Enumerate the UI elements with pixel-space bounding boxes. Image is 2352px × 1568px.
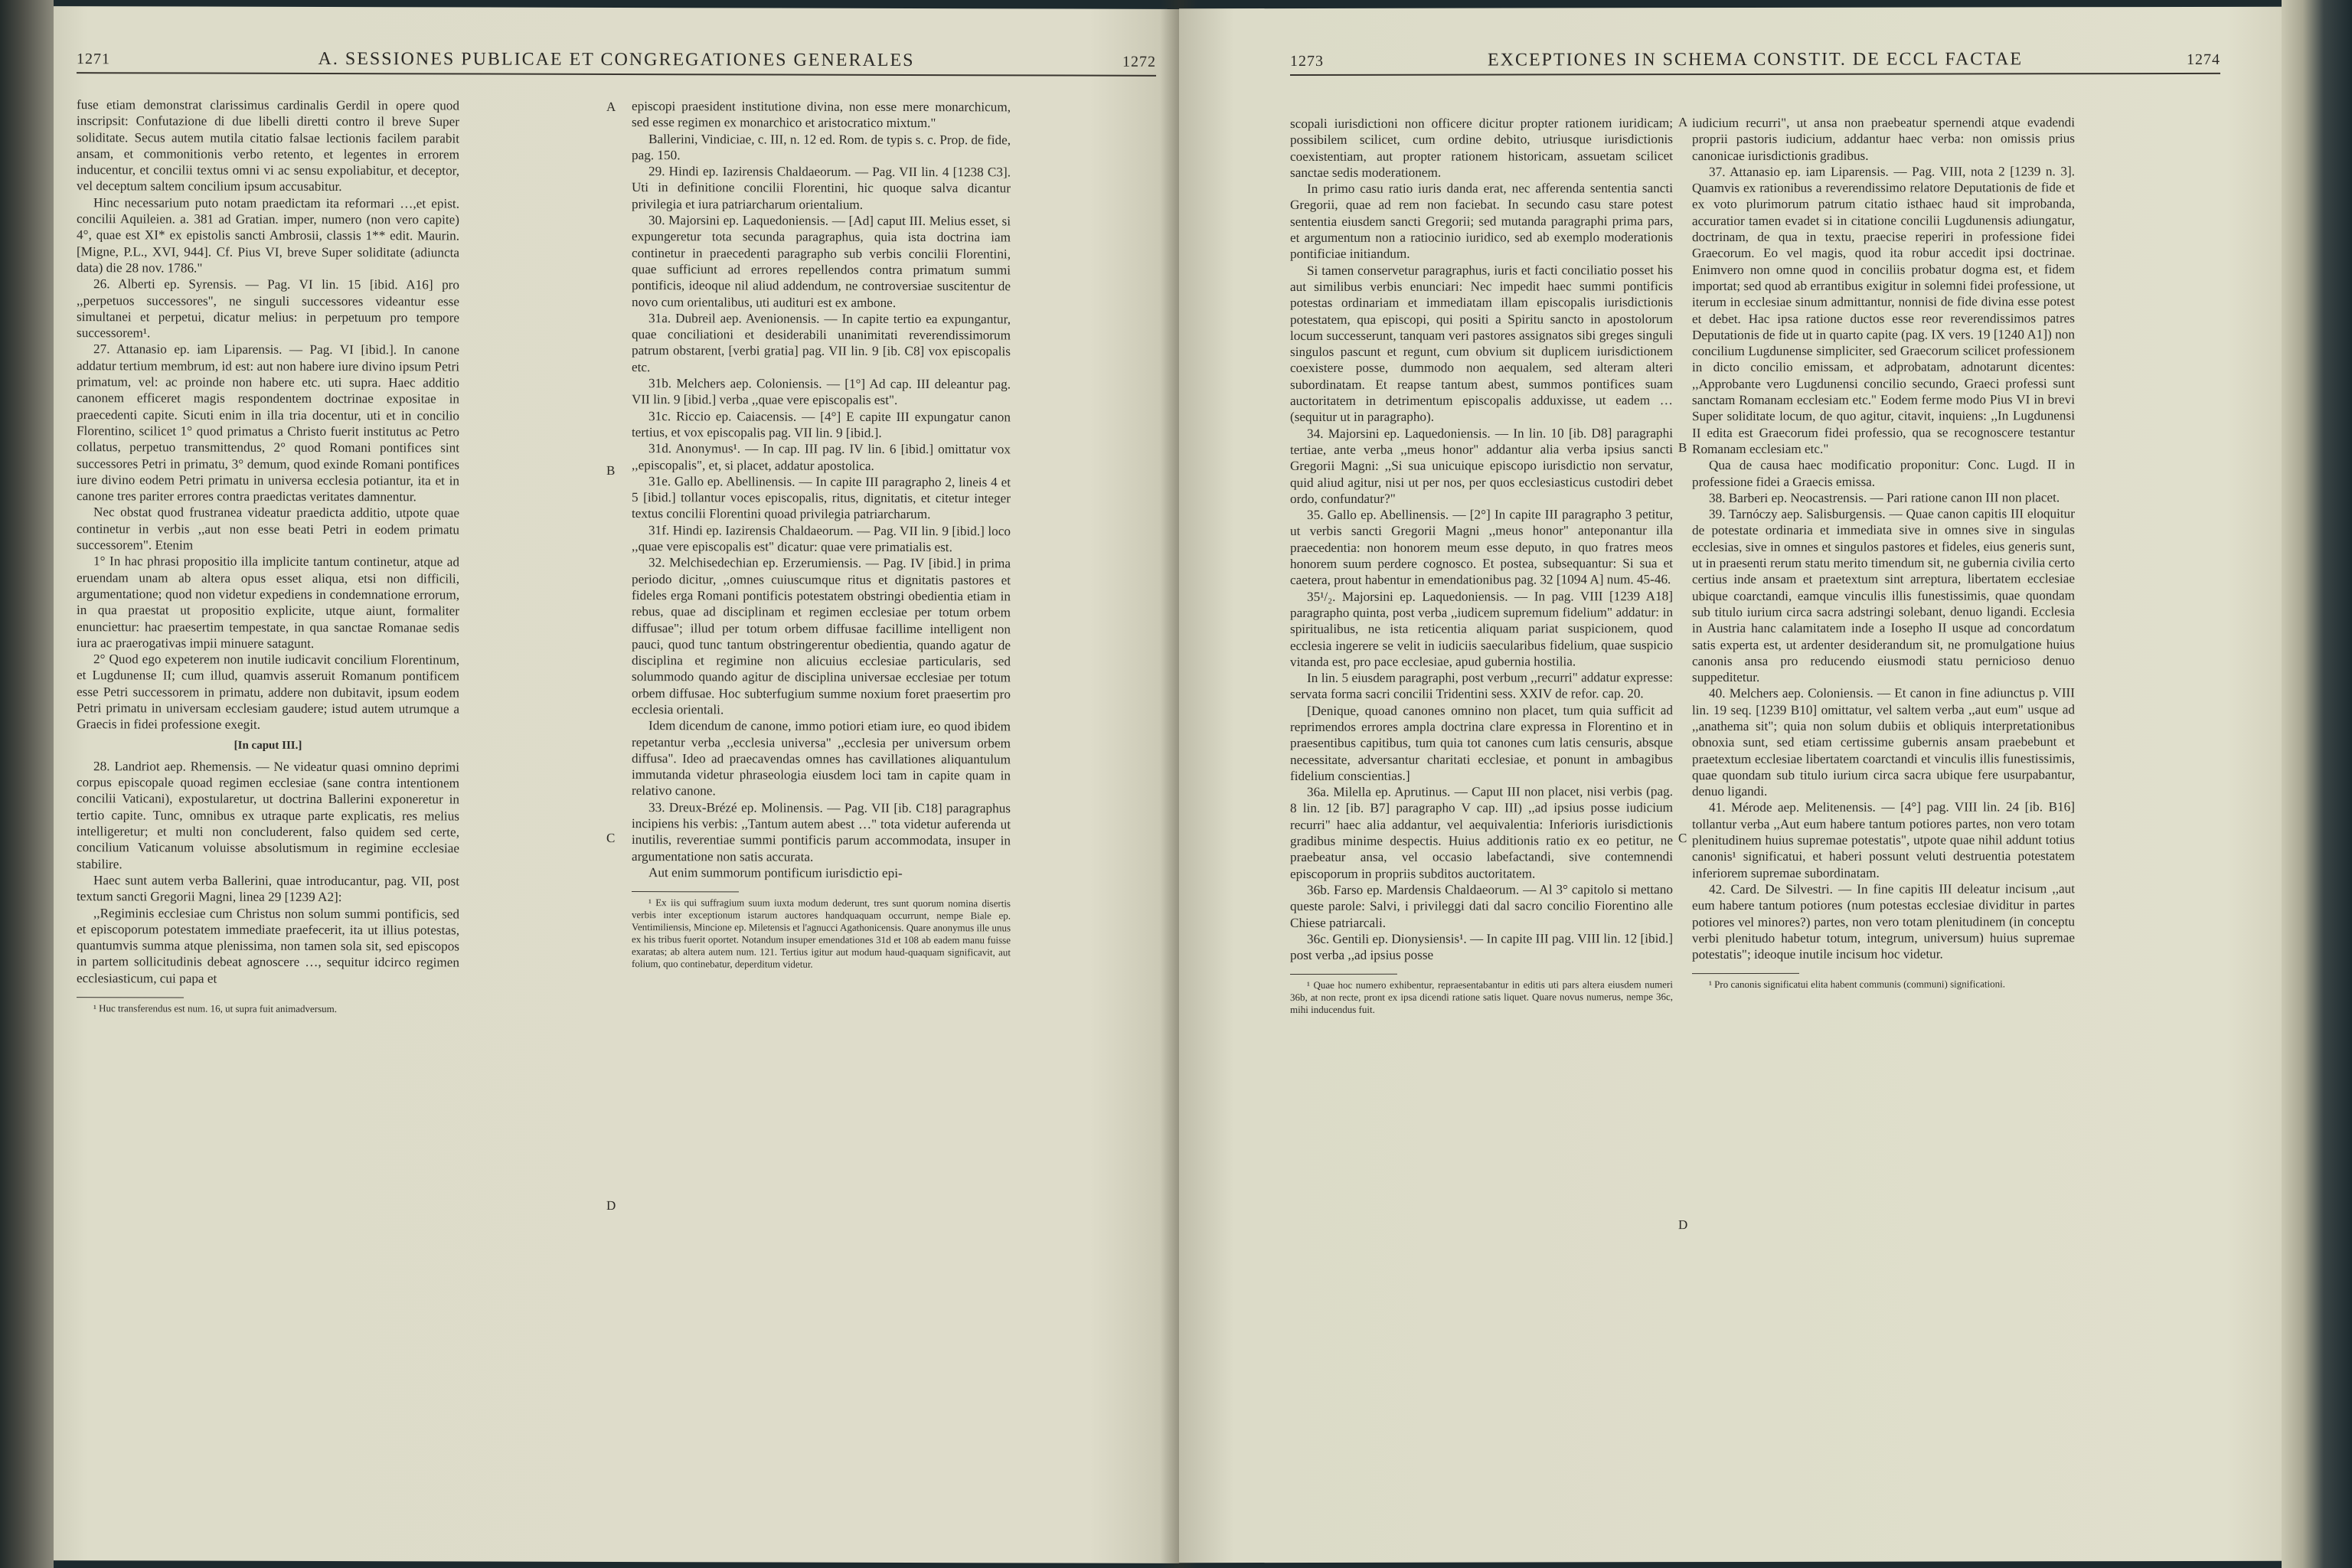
footnote: ¹ Quae hoc numero exhibentur, repraesentabantur in editis uti pars altera eiusdem numeri 36b, at non recte, pront ex ipsa dicendi ratione satis liquet. Quare novus numerus, nempe 36c, mihi inducendus fuit.: [1290, 978, 1673, 1016]
footnote-rule: [1692, 973, 1799, 974]
paragraph: 42. Card. De Silvestri. — In fine capitis III deleatur incisum ,,aut eum habere tantum potiores (num potestas ecclesiae dividitur in partes potiores vel minores?) partes, non vero totam plenitudinem (in conceptu verbi plenitudo habetur totum, integrum, universum) huius supremae potestatis"; ideoque inutile incisum hoc videtur.: [1692, 881, 2075, 962]
paragraph: 30. Majorsini ep. Laquedoniensis. — [Ad] caput III. Melius esset, si expungeretur tota secunda paragraphus, quia ista doctrina iam continetur in praecedenti paragrapho sub verbis concilii Florentini, quae sufficiunt ad errores repellendos contra primatum summi pontificis, ideoque nil aliud addendum, ne controversiae suscitentur de novo cum orientalibus, uti audituri est ex ambone.: [632, 213, 1011, 310]
margin-marker-b-right: B: [1678, 440, 1687, 456]
paragraph: 31f. Hindi ep. Iazirensis Chaldaeorum. — Pag. VII lin. 9 [ibid.] loco ,,quae vere episcopalis est" dicatur: quae vere primatialis est.: [632, 522, 1011, 555]
paragraph: Aut enim summorum pontificum iurisdictio epi-: [648, 865, 903, 880]
paragraph: Qua de causa haec modificatio proponitur: Conc. Lugd. II in professione fidei a Graecis emissa.: [1692, 457, 2075, 489]
paragraph: Ballerini, Vindiciae, c. III, n. 12 ed. Rom. de typis s. c. Prop. de fide, pag. 150.: [632, 131, 1011, 163]
margin-marker-a-left: A: [606, 99, 616, 114]
paragraph: 41. Mérode aep. Melitenensis. — [4°] pag. VIII lin. 24 [ib. B16] tollantur verba ,,Aut eum habere tantum potiores partes, non vero totam plenitudinem huius supremae potestatis", utpote quae nihil addunt totius canonis¹ significatui, et haberi possunt veluti destruentia potestatem inferiorem supremae subordinatam.: [1692, 799, 2075, 880]
left-page-header: [77, 48, 1156, 72]
paragraph: iudicium recurri", ut ansa non praebeatur spernendi atque evadendi proprii pastoris iudicium, addantur haec verba: non omissis prius canonicae iurisdictionis gradibus.: [1692, 115, 2075, 163]
running-title-left: A. SESSIONES PUBLICAE ET CONGREGATIONES GENERALES: [318, 48, 915, 71]
paragraph: Hinc necessarium puto notam praedictam ita reformari …,et epist. concilii Aquileien. a. 381 ad Gratian. imper, numero (non vero capite) 4°, quae est XI* ex epistolis sancti Ambrosii, classis 1** edit. Maurin. [Migne, P.L., XVI, 944]. Cf. Pius VI, breve Super soliditate (adiuncta data) die 28 nov. 1786.": [77, 194, 459, 276]
margin-marker-a-right: A: [1678, 115, 1688, 130]
paragraph: 36a. Milella ep. Aprutinus. — Caput III non placet, nisi verbis (pag. 8 lin. 12 [ib. B7] paragrapho V cap. III) ,,ad ipsius posse iudicium recurri" haec alia addantur, vel aequivalentia: Inferioris iurisdictionis gradibus minime despectis. Huius additionis ratio ex eo petitur, ne praebeatur ansa, vel occasio labefactandi, sive contemnendi episcoporum in propriis subditos auctoritatem.: [1290, 784, 1673, 881]
left-page: [54, 6, 1179, 1563]
column-1272: [632, 98, 1011, 972]
paragraph: 26. Alberti ep. Syrensis. — Pag. VI lin. 15 [ibid. A16] pro ,,perpetuos successores", ne singuli successores videantur esse simultanei et perpetui, dicatur melius: in perpetuum pro tempore successorem¹.: [77, 276, 459, 341]
paragraph: [Denique, quoad canones omnino non placet, tum quia sufficit ad reprimendos errores ampla doctrina clare expressa in Florentino et in praesentibus capitibus, tum quia tot canones cum latis censuris, absque necessitate, adversantur charitati ecclesiae, et ponunt in ambagibus fidelium conscientias.]: [1290, 702, 1673, 783]
footnote: ¹ Huc transferendus est num. 16, ut supra fuit animadversum.: [93, 1002, 337, 1015]
page-number-1274: 1274: [2186, 51, 2220, 68]
paragraph: 31d. Anonymus¹. — In cap. III pag. IV lin. 6 [ibid.] omittatur vox ,,episcopalis", et, si placet, addatur apostolica.: [632, 441, 1011, 473]
paragraph: Haec sunt autem verba Ballerini, quae introducantur, pag. VII, post textum sancti Gregorii Magni, linea 29 [1239 A2]:: [77, 873, 459, 905]
footnote-rule: [1290, 974, 1397, 975]
paragraph: Nec obstat quod frustranea videatur praedicta additio, utpote quae continetur in verbis ,,aut non esse beati Petri in eodem primatu successorem". Etenim: [77, 505, 459, 553]
paragraph: 29. Hindi ep. Iazirensis Chaldaeorum. — Pag. VII lin. 4 [1238 C3]. Uti in definitione concilii Florentini, hic quoque salva dicantur privilegia et iura patriarcharum orientalium.: [632, 164, 1011, 212]
margin-marker-d-left: D: [606, 1197, 616, 1213]
paragraph: In lin. 5 eiusdem paragraphi, post verbum ,,recurri" addatur expresse: servata forma sacri concilii Tridentini sess. XXIV de refor. cap. 20.: [1290, 670, 1673, 702]
footnote: ¹ Pro canonis significatui elita habent communis (communi) significationi.: [1709, 978, 2005, 991]
footnote-rule: [77, 997, 184, 998]
book-right-edge: [2282, 0, 2352, 1568]
paragraph: 35. Gallo ep. Abellinensis. — [2°] In capite III paragrapho 3 petitur, ut verbis sancti Gregorii Magni ,,meus honor" anteponantur illa praecedentia: non honorem meum esse deputo, in quo fratres meos honorem suum perdere cognosco. Et postea, subsequantur: Si sua et caetera, prout habentur in emendationibus pag. 32 [1094 A] num. 45-46.: [1290, 507, 1673, 588]
paragraph: 2° Quod ego expeterem non inutile iudicavit concilium Florentinum, et Lugdunense II; cum illud, quamvis asseruit Romanum pontificem esse Petri successorem in primatu, addere non dubitavit, ipsum eodem Petri primatu in universam ecclesiam gaudere; istud autem utrumque a Graecis in fidei professione exegit.: [77, 652, 459, 733]
column-1271: [77, 96, 459, 1015]
margin-marker-c-right: C: [1678, 831, 1687, 846]
paragraph: 36c. Gentili ep. Dionysiensis¹. — In capite III pag. VIII lin. 12 [ibid.] post verba ,,ad ipsius posse: [1290, 930, 1673, 963]
right-page-header: [1290, 49, 2220, 71]
column-1274: [1692, 114, 2075, 991]
running-title-right: EXCEPTIONES IN SCHEMA CONSTIT. DE ECCL FACTAE: [1488, 49, 2023, 70]
paragraph: 1° In hac phrasi propositio illa implicite tantum continetur, atque ad eruendam unam ab altera opus esset aliqua, etsi non difficili, argumentatione; quod non videtur expediens in condemnatione errorum, in qua praestat ut propositio explicite, utque aiunt, formaliter enunciettur: hac praesertim tempestate, in qua sanctae Romanae sedis iura ac praerogativas impii minuere satagunt.: [77, 554, 459, 651]
paragraph: scopali iurisdictioni non officere dicitur propter rationem iuridicam; possibilem scilicet, cum ordine debito, utriusque iurisdictionis coexistentiam, aut propter rationem historicam, assuetam scilicet sanctae sedis moderationem.: [1290, 116, 1673, 180]
paragraph: 40. Melchers aep. Coloniensis. — Et canon in fine adiunctus p. VIII lin. 19 seq. [1239 B10] omittatur, vel saltem verba ,,aut eum" usque ad ,,anathema sit"; quia non solum dubiis et obliquis interpretationibus obnoxia sunt, sed etiam certissime gubernis ansam praebebunt et praetextum ecclesiae libertatem coarctandi et vinculis illis funestissimis, quae quondam sub titulo iurium circa sacra ubique fere usurpabantur, denuo ligandi.: [1692, 685, 2075, 799]
paragraph: 35¹/₂. Majorsini ep. Laquedoniensis. — In pag. VIII [1239 A18] paragrapho quinta, post verba ,,iudicem supremum fidelium" addatur: in spiritualibus, ne ista reticentia aliquam pariat suspicionem, quod ecclesia ingerere se velit in iudiciis saecularibus fidelium, quae suspicio vitanda est, pro pace ecclesiae, apud gubernia hostilia.: [1290, 588, 1673, 669]
page-number-1271: 1271: [77, 51, 110, 68]
header-rule-right: [1290, 73, 2220, 76]
footnote: ¹ Ex iis qui suffragium suum iuxta modum dederunt, tres sunt quorum nomina disertis verbis inter exceptionum istarum auctores handquaquam occurrunt, nempe Biale ep. Ventimiliensis, Mincione ep. Miletensis et l'agnucci Agathonicensis. Quare anonymus ille unus ex his tribus fuerit oportet. Notandum insuper emendationes 31d et 108 ab eadem manu fuisse exaratas; ab altera autem num. 121. Tertius igitur aut modum haud-quaquam significavit, aut folium, quo continebatur, deperditum videtur.: [632, 897, 1011, 970]
book-left-edge: [0, 0, 54, 1568]
paragraph: 33. Dreux-Brézé ep. Molinensis. — Pag. VII [ib. C18] paragraphus incipiens his verbis: ,,Tantum autem abest …" tota videtur auferenda ut inutilis, reverentiae summi pontificis parum accommodata, insuper in argumentatione non satis accurata.: [632, 799, 1011, 864]
margin-marker-d-right: D: [1678, 1217, 1688, 1233]
paragraph: 31c. Riccio ep. Caiacensis. — [4°] E capite III expungatur canon tertius, et vox episcopalis pag. VII lin. 9 [ibid.].: [632, 408, 1011, 440]
paragraph: 39. Tarnóczy aep. Salisburgensis. — Quae canon capitis III eloquitur de potestate ordinaria et immediata sive in omnes sive in singulas ecclesias, sive in omnes et singulos pastores et fideles, eius generis sunt, ut in praesenti rerum statu merito timendum sit, ne gubernia civilia certo certius inde ansam et praetextum sint arreptura, libertatem ecclesiae ubique coarctandi, eamque vinculis illis funestissimis, quae quondam sub titulo iurium circa sacra adstringi solebant, denuo ligandi. Ecclesia in Austria hanc calamitatem inde a Iosepho II usque ad concordatum satis experta est, ut ardenter desiderandum sit, ne promulgatione huius canonis ansa pro reducendo eiusmodi statu pernicioso denuo suppeditetur.: [1692, 506, 2075, 685]
paragraph: In primo casu ratio iuris danda erat, nec afferenda sententia sancti Gregorii, quae ad rem non faciebat. In secundo casu stare potest sententia eiusdem sancti Gregorii; sed mutanda paragraphi prima pars, et argumentum non a ratiocinio iuridico, sed ab exemplo moderationis pontificiae initiandum.: [1290, 181, 1673, 262]
paragraph: 34. Majorsini ep. Laquedoniensis. — In lin. 10 [ib. D8] paragraphi tertiae, ante verba ,,meus honor" addantur alia verba ipsius sancti Gregorii Magni: ,,Si sua unicuique episcopo iurisdictio non servatur, quid aliud agitur, nisi ut per nos, per quos ecclesiasticus custodiri debet ordo, confundatur?": [1290, 425, 1673, 506]
header-rule-left: [77, 72, 1156, 77]
paragraph: 28. Landriot aep. Rhemensis. — Ne videatur quasi omnino deprimi corpus episcopale quoad regimen ecclesiae (sane contra intentionem concilii Vaticani), expostularetur, ut doctrina Ballerini exponeretur in tertio capite. Tunc, omnibus ex utraque parte explicatis, res melius intelligeretur; et multi non concluderent, falso quidem sed certe, concilium Vaticanum voluisse absolutismum in regimine ecclesiae stabilire.: [77, 759, 459, 871]
margin-marker-b-left: B: [606, 462, 616, 478]
paragraph: 37. Attanasio ep. iam Liparensis. — Pag. VIII, nota 2 [1239 n. 3]. Quamvis ex rationibus a reverendissimo relatore Deputationis de fide et ex voto plurimorum patrum citatio isthaec haud sit improbanda, accuratior tamen evadet si in citatione concilii Lugdunensis adiungatur, doctrinam, de qua in textu, praecise reperiri in professione fidei Graecorum. Eo vel magis, quod ita robur accedit ipsi doctrinae. Enimvero non omne quod in conciliis probatur dogma est, et fidem importat; sed quod ab errantibus exigitur in solemni fidei professione, ut iterum in ecclesiae sinum admittantur, nonnisi de fide divina esse potest et debet. Hac ipsa ratione ductos esse reor reverendissimos patres Deputationis de fide ut in quarto capite (pag. IX vers. 19 [1240 A1]) non concilium Lugdunense simpliciter, sed Graecorum scilicet professionem in dicto concilio emissam, et adprobatam, adnotarunt dicentes: ,,Approbante vero Lugdunensi concilio secundo, Graeci professi sunt sanctam Romanam ecclesiam etc." Eodem ferme modo Pius VI in brevi Super soliditate locum, de quo agitur, citavit, inquiens: ,,In Lugdunensi II edita est Graecorum fidei professio, qua se recognoscere testantur Romanam ecclesiam etc.": [1692, 164, 2075, 457]
paragraph: Idem dicendum de canone, immo potiori etiam iure, eo quod ibidem repetantur verba ,,ecclesia universa" ,,ecclesia per universum orbem diffusa". Ideo ad praecavendas omnes has cavillationes aliquantulum immutanda videtur phraseologia eiusdem loci tam in capite quam in relativo canone.: [632, 718, 1011, 799]
paragraph: episcopi praesident institutione divina, non esse mere monarchicum, sed esse regimen ex monarchico et aristocratico mixtum.": [632, 99, 1011, 131]
paragraph: 38. Barberi ep. Neocastrensis. — Pari ratione canon III non placet.: [1709, 490, 2060, 505]
page-number-1273: 1273: [1290, 52, 1324, 70]
paragraph: Si tamen conservetur paragraphus, iuris et facti conciliatio posset his aut similibus verbis enunciari: Nec impedit haec summi pontificis potestas ordinariam et immediatam illam episcopalis iurisdictionis potestatem, qua episcopi, qui positi a Spiritu sancto in apostolorum locum successerunt, tanquam veri pastores assignatos sibi greges singuli singulos pascunt et regunt, cum obvium sit duplicem iurisdictionem coexistere posse, dummodo non aequalem, sed alteram alteri subordinatam. Et reapse tantum abest, summos pontifices suam auctoritatem in detrimentum episcopalis adduxisse, ut eadem … (sequitur ut in paragrapho).: [1290, 262, 1673, 425]
page-number-1272: 1272: [1122, 53, 1156, 70]
paragraph: 32. Melchisedechian ep. Erzerumiensis. — Pag. IV [ibid.] in prima periodo dicitur, ,,omnes cuiuscumque ritus et dignitatis pastores et fideles erga Romani pontificis potestatem obstringi obedientia etiam in rebus, quae ad disciplinam et regimen ecclesiae per totum orbem diffusae"; illud per totum orbem diffusae facillime intelligent non pauci, quod tunc tantum obstringerentur obedientia, quando agatur de disciplina et regimine non alicuius ecclesiae particularis, sed solummodo quando agitur de disciplina universae ecclesiae per totum orbem diffusae. Hoc subterfugium summe noxium foret praesertim pro ecclesia orientali.: [632, 555, 1011, 717]
paragraph: 27. Attanasio ep. iam Liparensis. — Pag. VI [ibid.]. In canone addatur tertium membrum, id est: aut non habere iure divino ipsum Petri primatum, vel: ac proinde non habere etc. uti supra. Haec additio canonem efficeret magis respondentem doctrinae expositae in praecedenti capite. Sicuti enim in illa tria docentur, uti et in concilio Florentino, scilicet 1° quod primatus a Christo fuerit institutus ac Petro collatus, perpetuo transmittendus, 2° quod Romani pontifices sint successores Petri in primatu, 3° demum, quod exinde Romani pontifices iure divino eodem Petri primatu in universa ecclesia potiantur, ita et in canone tres pariter errores contra praedictas veritates damnentur.: [77, 341, 459, 505]
margin-marker-c-left: C: [606, 830, 616, 845]
paragraph: ,,Regiminis ecclesiae cum Christus non solum summi pontificis, sed et episcoporum potestatem immediate praefecerit, ita ut illius potestas, quantumvis summa atque plenissima, non tamen sola sit, sed episcopos in partem sollicitudinis debeat agnoscere …, sequitur idcirco regimen ecclesiasticum, cui papa et: [77, 905, 459, 986]
paragraph: 31e. Gallo ep. Abellinensis. — In capite III paragrapho 2, lineis 4 et 5 [ibid.] tollantur voces episcopalis, ritus, dignitatis, et citetur integer textus concilii Florentini quoad privilegia patriarcharum.: [632, 473, 1011, 522]
paragraph: fuse etiam demonstrat clarissimus cardinalis Gerdil in opere quod inscripsit: Confutazione di due libelli diretti contro il breve Super soliditate. Secus autem mutila citatio falsae lectionis facilem parabit ansam, et commonitionis verbo retento, et legentes in errorem inducentur, et concilii textus omni vi ac sensu expoliabitur, et deceptor, vel deceptum saltem concilium ipsum accusabitur.: [77, 97, 459, 194]
paragraph: 31b. Melchers aep. Coloniensis. — [1°] Ad cap. III deleantur pag. VII lin. 9 [ibid.] verba ,,quae vere episcopalis est".: [632, 376, 1011, 408]
right-page: [1179, 7, 2282, 1563]
paragraph: 36b. Farso ep. Mardensis Chaldaeorum. — Al 3° capitolo si mettano queste parole: Salvi, i privileggi dati dal sacro concilio Fiorentino alle Chiese patriarcali.: [1290, 882, 1673, 930]
paragraph: [In caput III.]: [234, 739, 302, 752]
footnote-rule: [632, 891, 739, 892]
column-1273: [1290, 115, 1673, 1016]
paragraph: 31a. Dubreil aep. Avenionensis. — In capite tertio ea expungantur, quae conciliationi et desiderabili unanimitati reverendissimorum patrum obstarent, [verbi gratia] pag. VII lin. 9 [ib. C8] vox episcopalis etc.: [632, 310, 1011, 374]
